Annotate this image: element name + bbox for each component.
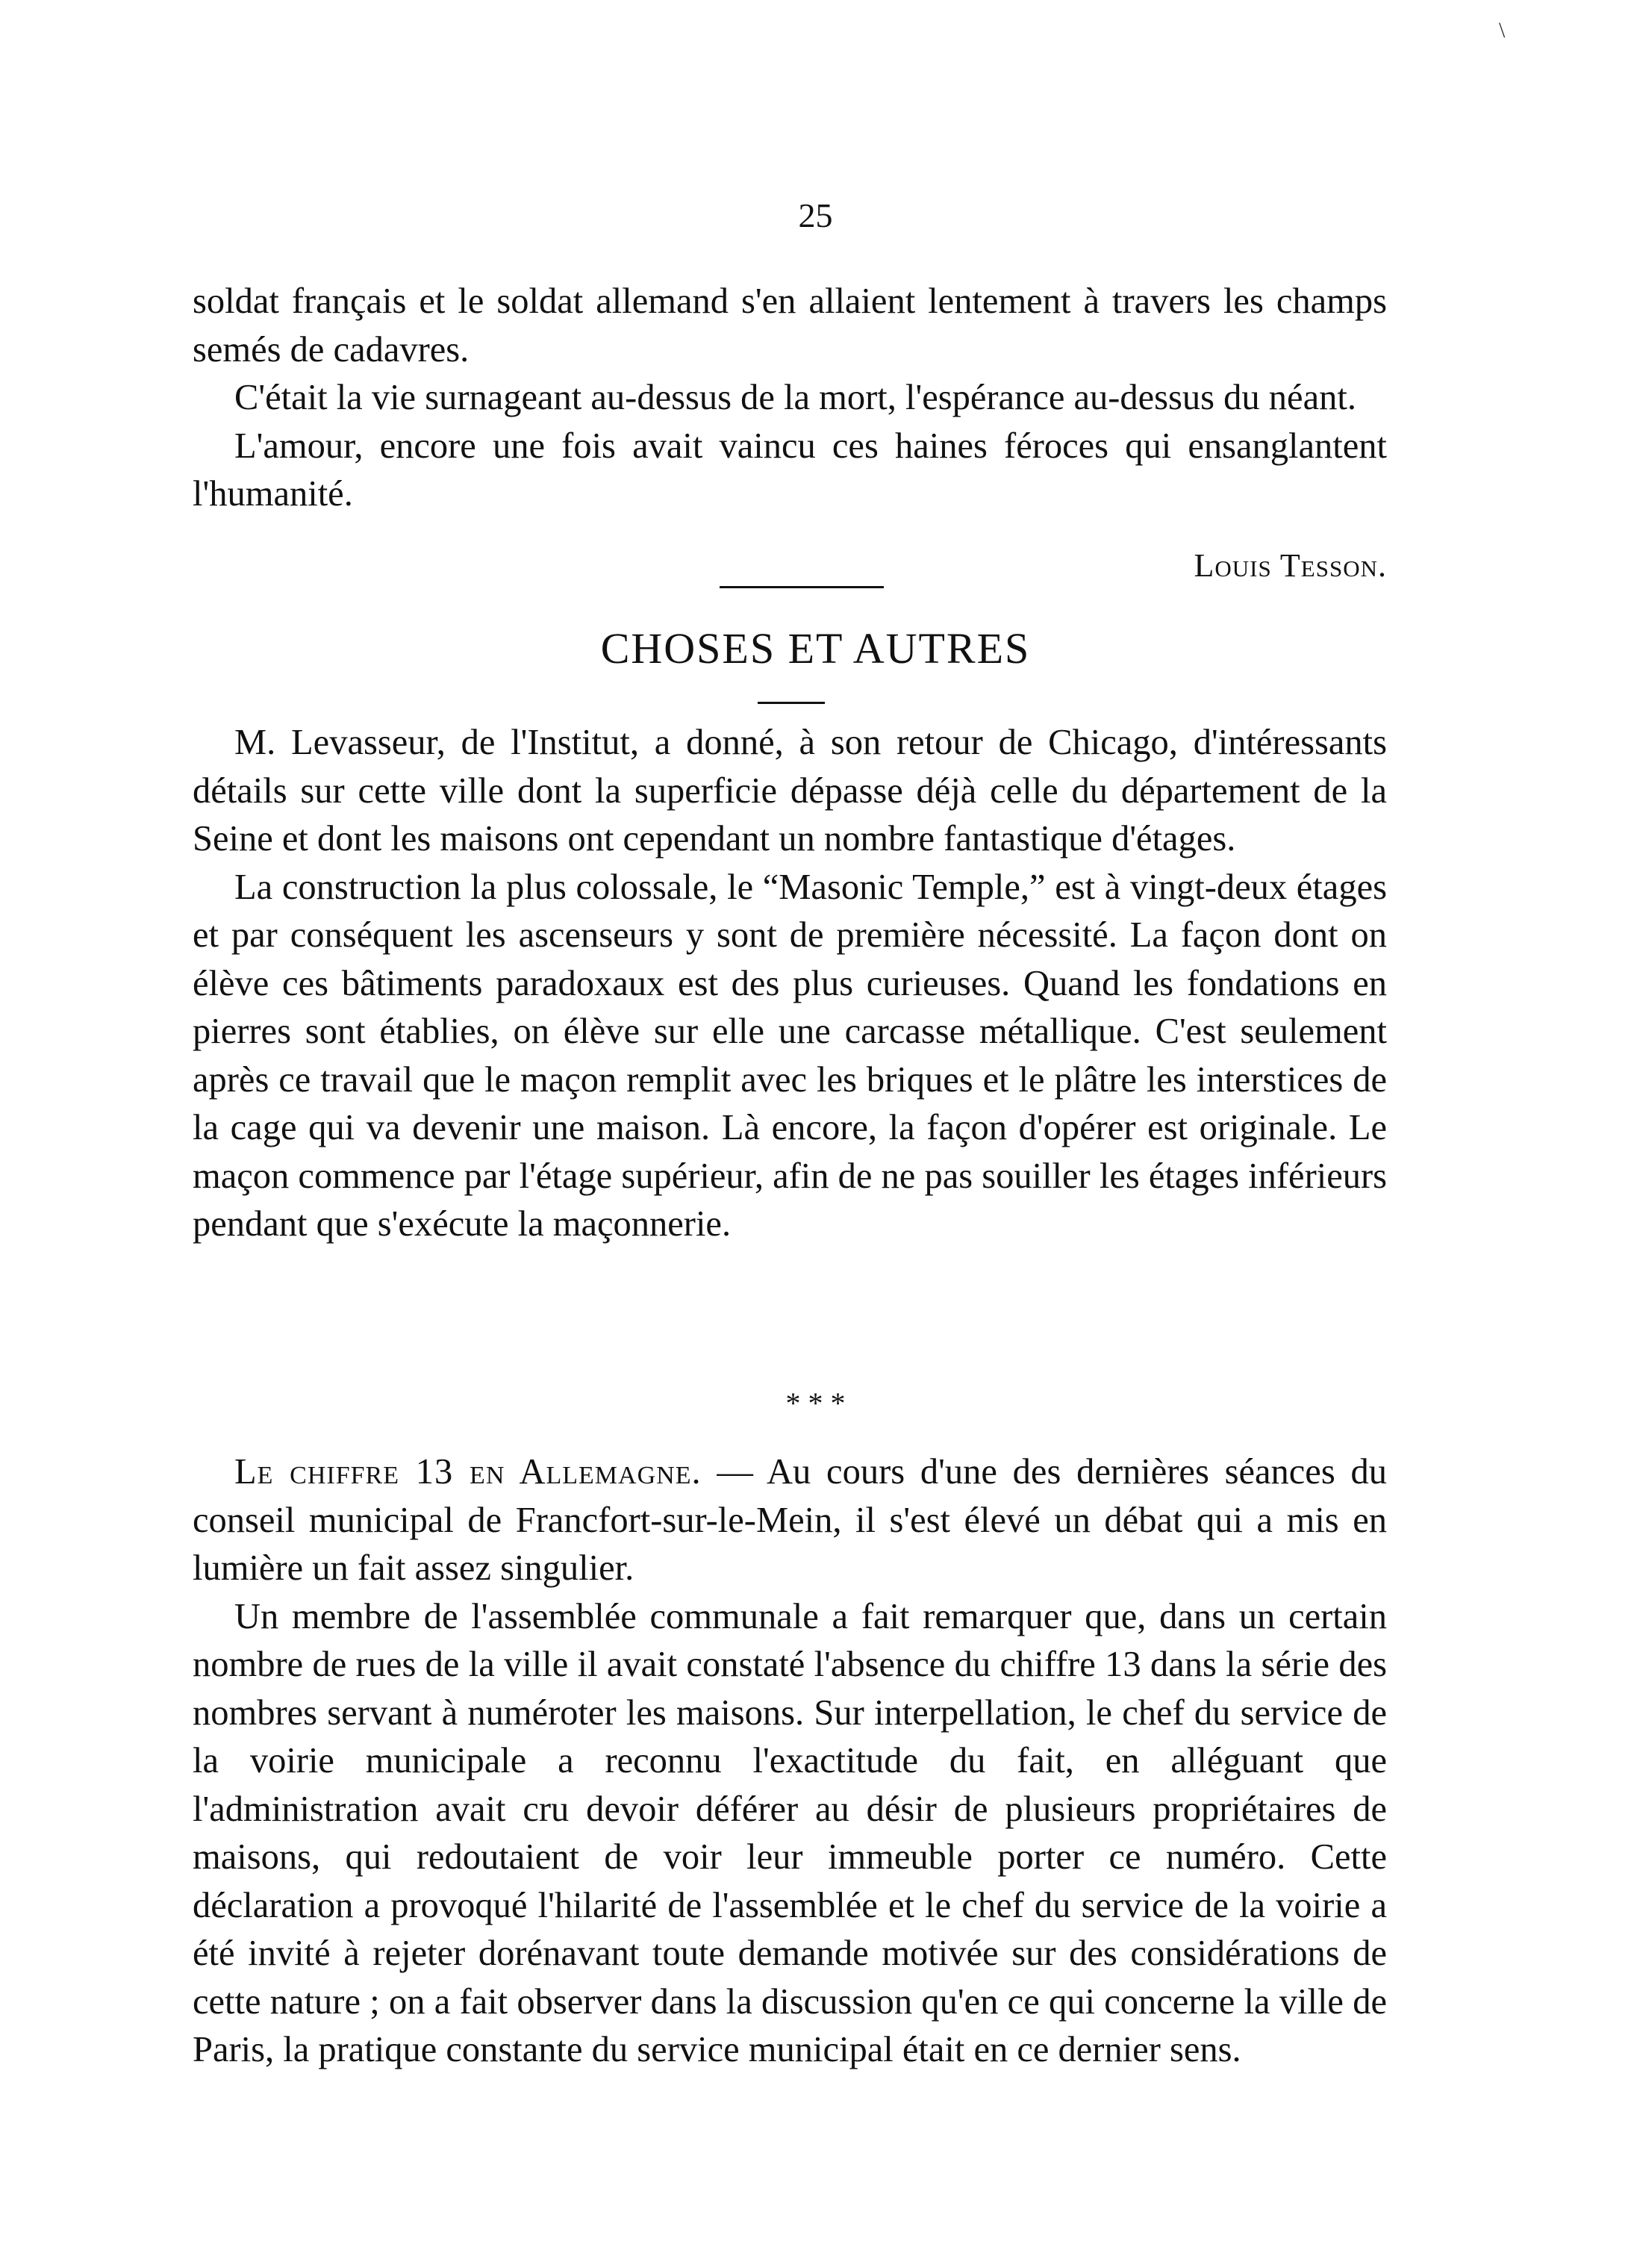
- paragraph-lead: [193, 1448, 1387, 1593]
- section-body: [193, 719, 1387, 1249]
- item-chiffre-13: [193, 1448, 1387, 2075]
- paragraph: La construction la plus colossale, le “Masonic Temple,” est à vingt-deux étages et par conséquent les ascenseurs y sont de première nécessité. La façon dont on élève ces bâtiments paradoxaux est des plus curieuses. Quand les fondations en pierres sont établies, on élève sur elle une carcasse métallique. C'est seulement après ce travail que le maçon remplit avec les briques et le plâtre les interstices de la cage qui va devenir une maison. Là encore, la façon d'opérer est originale. Le maçon commence par l'étage supérieur, afin de ne pas souiller les étages inférieurs pendant que s'exécute la maçonnerie.: [193, 867, 1387, 1244]
- title-underline: [758, 702, 825, 704]
- section-title: CHOSES ET AUTRES: [600, 624, 1031, 673]
- corner-mark: \: [1499, 18, 1506, 43]
- signature-text: Louis Tesson.: [1194, 547, 1387, 584]
- asterism-separator: * * *: [785, 1386, 846, 1420]
- article-end: [193, 278, 1387, 519]
- section-divider: [720, 586, 884, 588]
- author-signature: [1194, 546, 1388, 585]
- paragraph: M. Levasseur, de l'Institut, a donné, à son retour de Chicago, d'intéressants détails sur cette ville dont la superficie dépasse déjà celle du département de la Seine et dont les maisons ont cependant un nombre fantastique d'étages.: [193, 723, 1387, 859]
- lead-text: Au cours d'une des dernières séances du conseil municipal de Francfort-sur-le-Mein, il s'est élevé un débat qui a mis en lumière un fait assez singulier.: [193, 1452, 1387, 1588]
- page-number: 25: [798, 196, 833, 234]
- em-dash: —: [701, 1452, 767, 1492]
- paragraph: L'amour, encore une fois avait vaincu ces haines féroces qui ensanglantent l'humanité.: [193, 426, 1387, 514]
- paragraph: C'était la vie surnageant au-dessus de la mort, l'espérance au-dessus du néant.: [234, 378, 1356, 417]
- paragraph: Un membre de l'assemblée communale a fait remarquer que, dans un certain nombre de rues de la ville il avait constaté l'absence du chiffre 13 dans la série des nombres servant à numéroter les maisons. Sur interpellation, le chef du service de la voirie municipale a reconnu l'exactitude du fait, en alléguant que l'administration avait cru devoir déférer au désir de plusieurs propriétaires de maisons, qui redoutaient de voir leur immeuble porter ce numéro. Cette déclaration a provoqué l'hilarité de l'assemblée et le chef du service de la voirie a été invité à rejeter dorénavant toute demande motivée sur des considérations de cette nature ; on a fait observer dans la discussion qu'en ce qui concerne la ville de Paris, la pratique constante du service municipal était en ce dernier sens.: [193, 1596, 1387, 2069]
- item-heading: Le chiffre 13 en Allemagne.: [234, 1452, 702, 1492]
- paragraph-continued: soldat français et le soldat allemand s'en allaient lentement à travers les champs semés de cadavres.: [193, 281, 1387, 370]
